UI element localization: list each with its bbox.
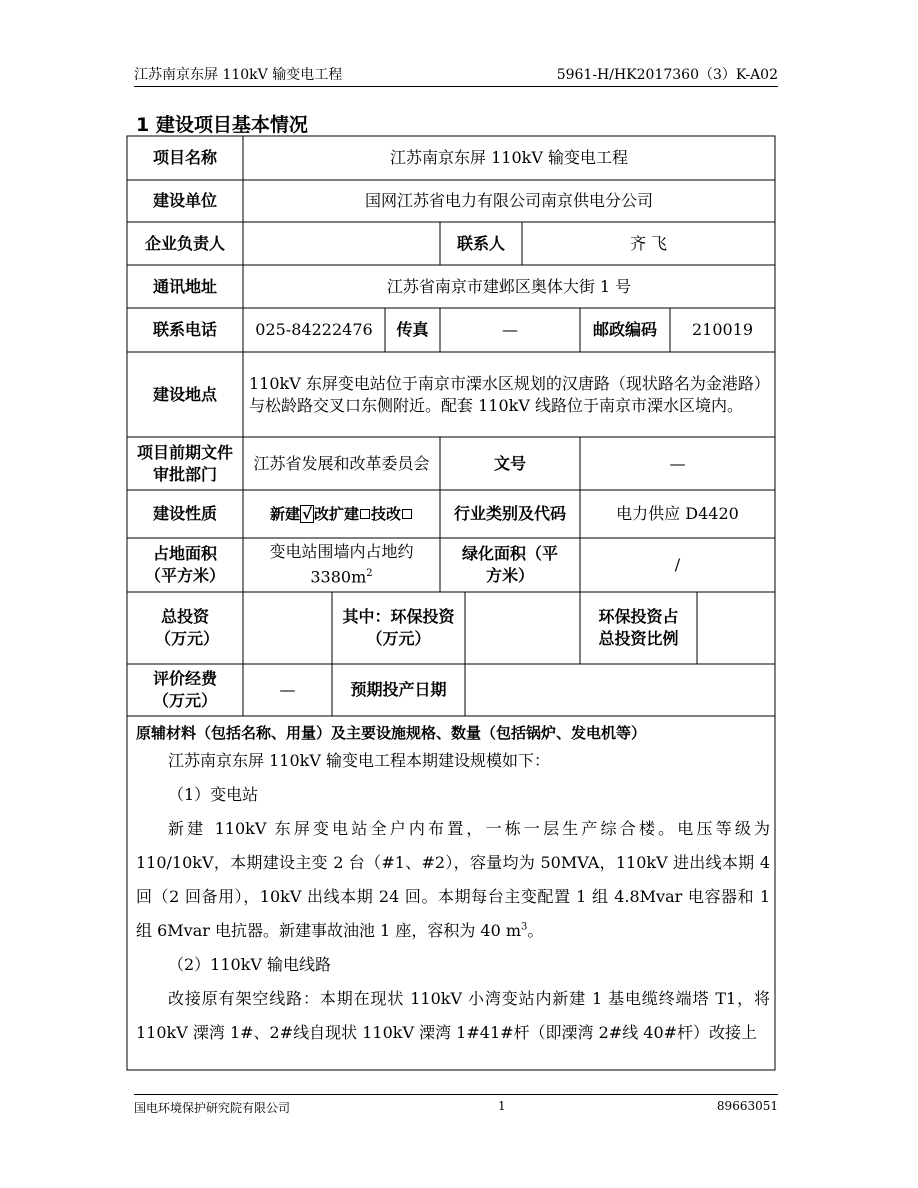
page-header: [134, 64, 778, 87]
materials-substation-title: （1）变电站: [168, 785, 259, 804]
area-line1: 变电站围墙内占地约: [269, 542, 414, 562]
nature-expand-checkbox: [360, 509, 370, 519]
materials-heading: 原辅材料（包括名称、用量）及主要设施规格、数量（包括锅炉、发电机等）: [136, 724, 647, 742]
env-invest-value: [465, 592, 580, 664]
nature-tech: 技改: [371, 505, 402, 523]
project-name-value: 江苏南京东屏 110kV 输变电工程: [390, 148, 628, 167]
invest-label: 总投资（万元）: [155, 607, 220, 648]
materials-section: [136, 722, 770, 1050]
fax-label: 传真: [396, 320, 429, 339]
green-value: /: [674, 555, 681, 574]
postcode-value: 210019: [691, 320, 754, 339]
footer-page-number: 1: [498, 1099, 506, 1113]
approval-value: 江苏省发展和改革委员会: [253, 453, 430, 473]
contact-label: 联系人: [456, 233, 505, 253]
materials-intro: 江苏南京东屏 110kV 输变电工程本期建设规模如下：: [168, 751, 550, 770]
area-number: 3380m: [310, 567, 367, 587]
footer-company: 国电环境保护研究院有限公司: [134, 1101, 291, 1115]
location-label: 建设地点: [152, 384, 217, 404]
address-value: 江苏省南京市建邺区奥体大街 1 号: [386, 276, 632, 296]
area-sup: 2: [366, 568, 373, 580]
area-label: 占地面积（平方米）: [144, 544, 225, 585]
ratio-label: 环保投资占总投资比例: [598, 607, 679, 648]
section-title: 1 建设项目基本情况: [136, 114, 308, 136]
eval-label: 评价经费（万元）: [152, 669, 217, 710]
date-value: [465, 664, 775, 716]
project-name-label: 项目名称: [152, 148, 217, 167]
invest-value: [243, 592, 332, 664]
nature-new: 新建: [269, 505, 300, 523]
materials-substation-desc: [136, 812, 770, 948]
materials-line-title: （2）110kV 输电线路: [168, 955, 332, 974]
footer-phone: 89663051: [716, 1099, 778, 1113]
address-label: 通讯地址: [152, 276, 217, 296]
area-line2: [310, 563, 372, 588]
doc-no-value: —: [669, 453, 686, 473]
page-footer: [134, 1094, 778, 1119]
fax-value: —: [502, 320, 518, 339]
phone-label: 联系电话: [152, 320, 217, 339]
eval-value: —: [279, 680, 296, 699]
substation-end: 。: [527, 921, 544, 940]
substation-sup: 3: [521, 921, 528, 933]
header-doc-number: 5961-H/HK2017360（3）K-A02: [556, 67, 778, 83]
date-label: 预期投产日期: [350, 680, 447, 699]
nature-label: 建设性质: [152, 504, 217, 523]
nature-expand: 改扩建: [314, 505, 360, 523]
postcode-label: 邮政编码: [592, 320, 657, 339]
nature-tech-checkbox: [402, 509, 412, 519]
nature-new-checkbox: √: [301, 505, 312, 523]
legal-rep-label: 企业负责人: [144, 233, 225, 253]
substation-text: 新建 110kV 东屏变电站全户内布置，一栋一层生产综合楼。电压等级为 110/10kV，本期建设主变 2 台（#1、#2），容量均为 50MVA，110kV 进出线本期 4 回（2 回备用），10kV 出线本期 24 回。本期每台主变配置 1 组 4.8Mvar 电容器和 1 组 6Mvar 电抗器。新建事故油池 1 座，容积为 40 m: [136, 819, 770, 940]
area-value: [243, 538, 440, 592]
contact-value: 齐 飞: [629, 233, 668, 253]
industry-value: 电力供应 D4420: [616, 504, 739, 523]
green-label: 绿化面积（平方米）: [462, 544, 559, 585]
header-project-title: 江苏南京东屏 110kV 输变电工程: [134, 67, 343, 83]
phone-value: 025-84222476: [255, 320, 373, 339]
builder-label: 建设单位: [152, 191, 217, 210]
location-value: 110kV 东屏变电站位于南京市溧水区规划的汉唐路（现状路名为金港路）与松龄路交叉口东侧附近。配套 110kV 线路位于南京市溧水区境内。: [249, 373, 762, 415]
doc-no-label: 文号: [493, 453, 526, 473]
nature-value: [243, 490, 440, 538]
materials-line-desc: 改接原有架空线路：本期在现状 110kV 小湾变站内新建 1 基电缆终端塔 T1，将 110kV 溧湾 1#、2#线自现状 110kV 溧湾 1#41#杆（即溧湾 2#线 40#杆）改接上: [136, 989, 770, 1042]
builder-value: 国网江苏省电力有限公司南京供电分公司: [364, 191, 653, 210]
ratio-value: [697, 592, 775, 664]
legal-rep-value: [243, 222, 440, 265]
approval-label: 项目前期文件审批部门: [137, 442, 234, 484]
env-invest-label: 其中：环保投资（万元）: [342, 607, 455, 648]
industry-label: 行业类别及代码: [453, 504, 566, 523]
